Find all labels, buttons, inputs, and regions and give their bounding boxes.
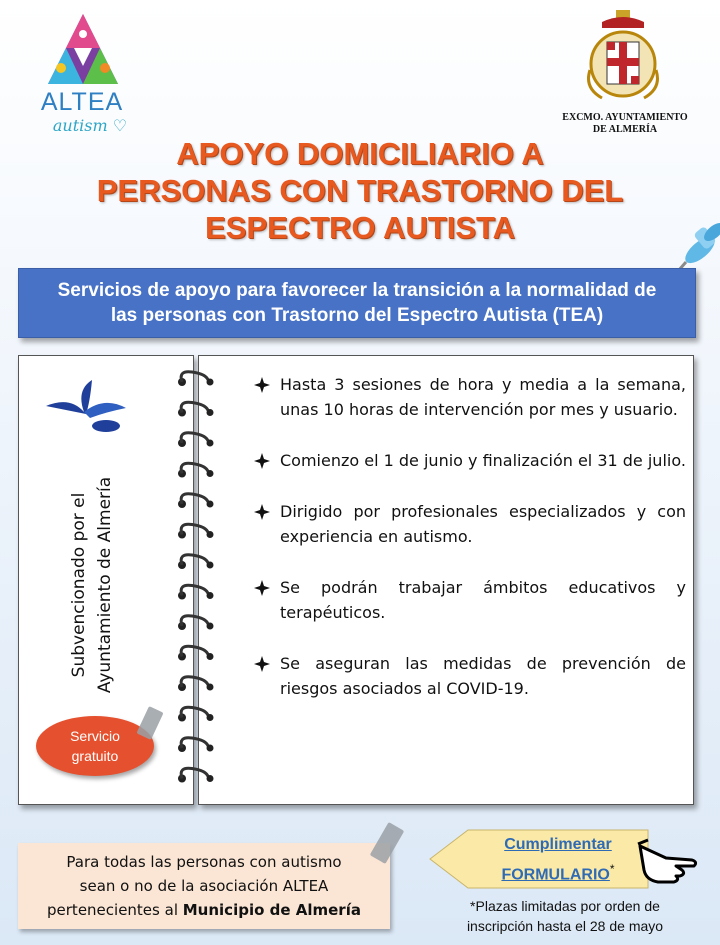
almeria-crest-icon	[582, 8, 664, 108]
bullet-item	[252, 372, 686, 422]
diamond-bullet-icon	[254, 453, 270, 469]
diamond-bullet-icon	[254, 377, 270, 393]
page-title: APOYO DOMICILIARIO A PERSONAS CON TRASTORNO DEL ESPECTRO AUTISTA	[96, 136, 624, 245]
altea-logo-word: ALTEA	[40, 88, 124, 116]
almeria-crest-caption: EXCMO. AYUNTAMIENTO DE ALMERÍA	[562, 112, 688, 135]
municipality-name: Municipio de Almería	[182, 901, 361, 919]
notebook-ring	[178, 555, 214, 569]
notebook-ring	[178, 646, 214, 660]
notebook-ring	[178, 433, 214, 447]
services-banner: Servicios de apoyo para favorecer la transición a la normalidad de las personas con Trastorno del Espectro Autista (TEA)	[18, 268, 696, 338]
bullet-text: Dirigido por profesionales especializados y con experiencia en autismo.	[280, 502, 686, 546]
notebook-ring	[178, 402, 214, 416]
service-bullet-list	[252, 372, 686, 727]
bullet-item	[252, 448, 686, 473]
form-link-line2[interactable]: FORMULARIO	[501, 866, 610, 884]
bullet-item	[252, 499, 686, 549]
notebook-ring	[178, 372, 214, 386]
notebook-ring	[178, 494, 214, 508]
tape-icon	[136, 706, 164, 740]
tape-icon	[368, 822, 406, 864]
notebook-ring	[178, 707, 214, 721]
heart-icon: ♡	[112, 116, 128, 135]
bullet-text: Comienzo el 1 de junio y finalización el 31 de julio.	[280, 451, 686, 470]
bullet-text: Se aseguran las medidas de prevención de riesgos asociados al COVID-19.	[280, 654, 686, 698]
pointing-hand-icon	[636, 836, 702, 888]
notebook-ring	[178, 738, 214, 752]
bullet-text: Se podrán trabajar ámbitos educativos y terapéuticos.	[280, 578, 686, 622]
notebook-ring	[178, 585, 214, 599]
notebook-ring	[178, 616, 214, 630]
bullet-text: Hasta 3 sesiones de hora y media a la semana, unas 10 horas de intervención por mes y usuario.	[280, 375, 686, 419]
places-note: *Plazas limitadas por orden de inscripción hasta el 28 de mayo	[466, 898, 664, 934]
notebook-rings	[168, 360, 228, 800]
diamond-bullet-icon	[254, 580, 270, 596]
notebook-ring	[178, 524, 214, 538]
notebook-ring	[178, 677, 214, 691]
bullet-item	[252, 651, 686, 701]
eligibility-box: Para todas las personas con autismo sean o no de la asociación ALTEA pertenecientes al Municipio de Almería	[18, 843, 390, 929]
form-link[interactable]: Cumplimentar FORMULARIO*	[501, 836, 615, 884]
notebook-ring	[178, 768, 214, 782]
notebook-ring	[178, 463, 214, 477]
diamond-bullet-icon	[254, 656, 270, 672]
free-service-badge: Servicio gratuito	[36, 716, 154, 776]
bird-logo-icon	[40, 378, 130, 436]
form-link-line1[interactable]: Cumplimentar	[504, 836, 612, 853]
subsidy-note: Subvencionado por el Ayuntamiento de Almería	[69, 476, 115, 694]
diamond-bullet-icon	[254, 504, 270, 520]
altea-logo-sub: autism ♡	[52, 116, 128, 135]
bullet-item	[252, 575, 686, 625]
